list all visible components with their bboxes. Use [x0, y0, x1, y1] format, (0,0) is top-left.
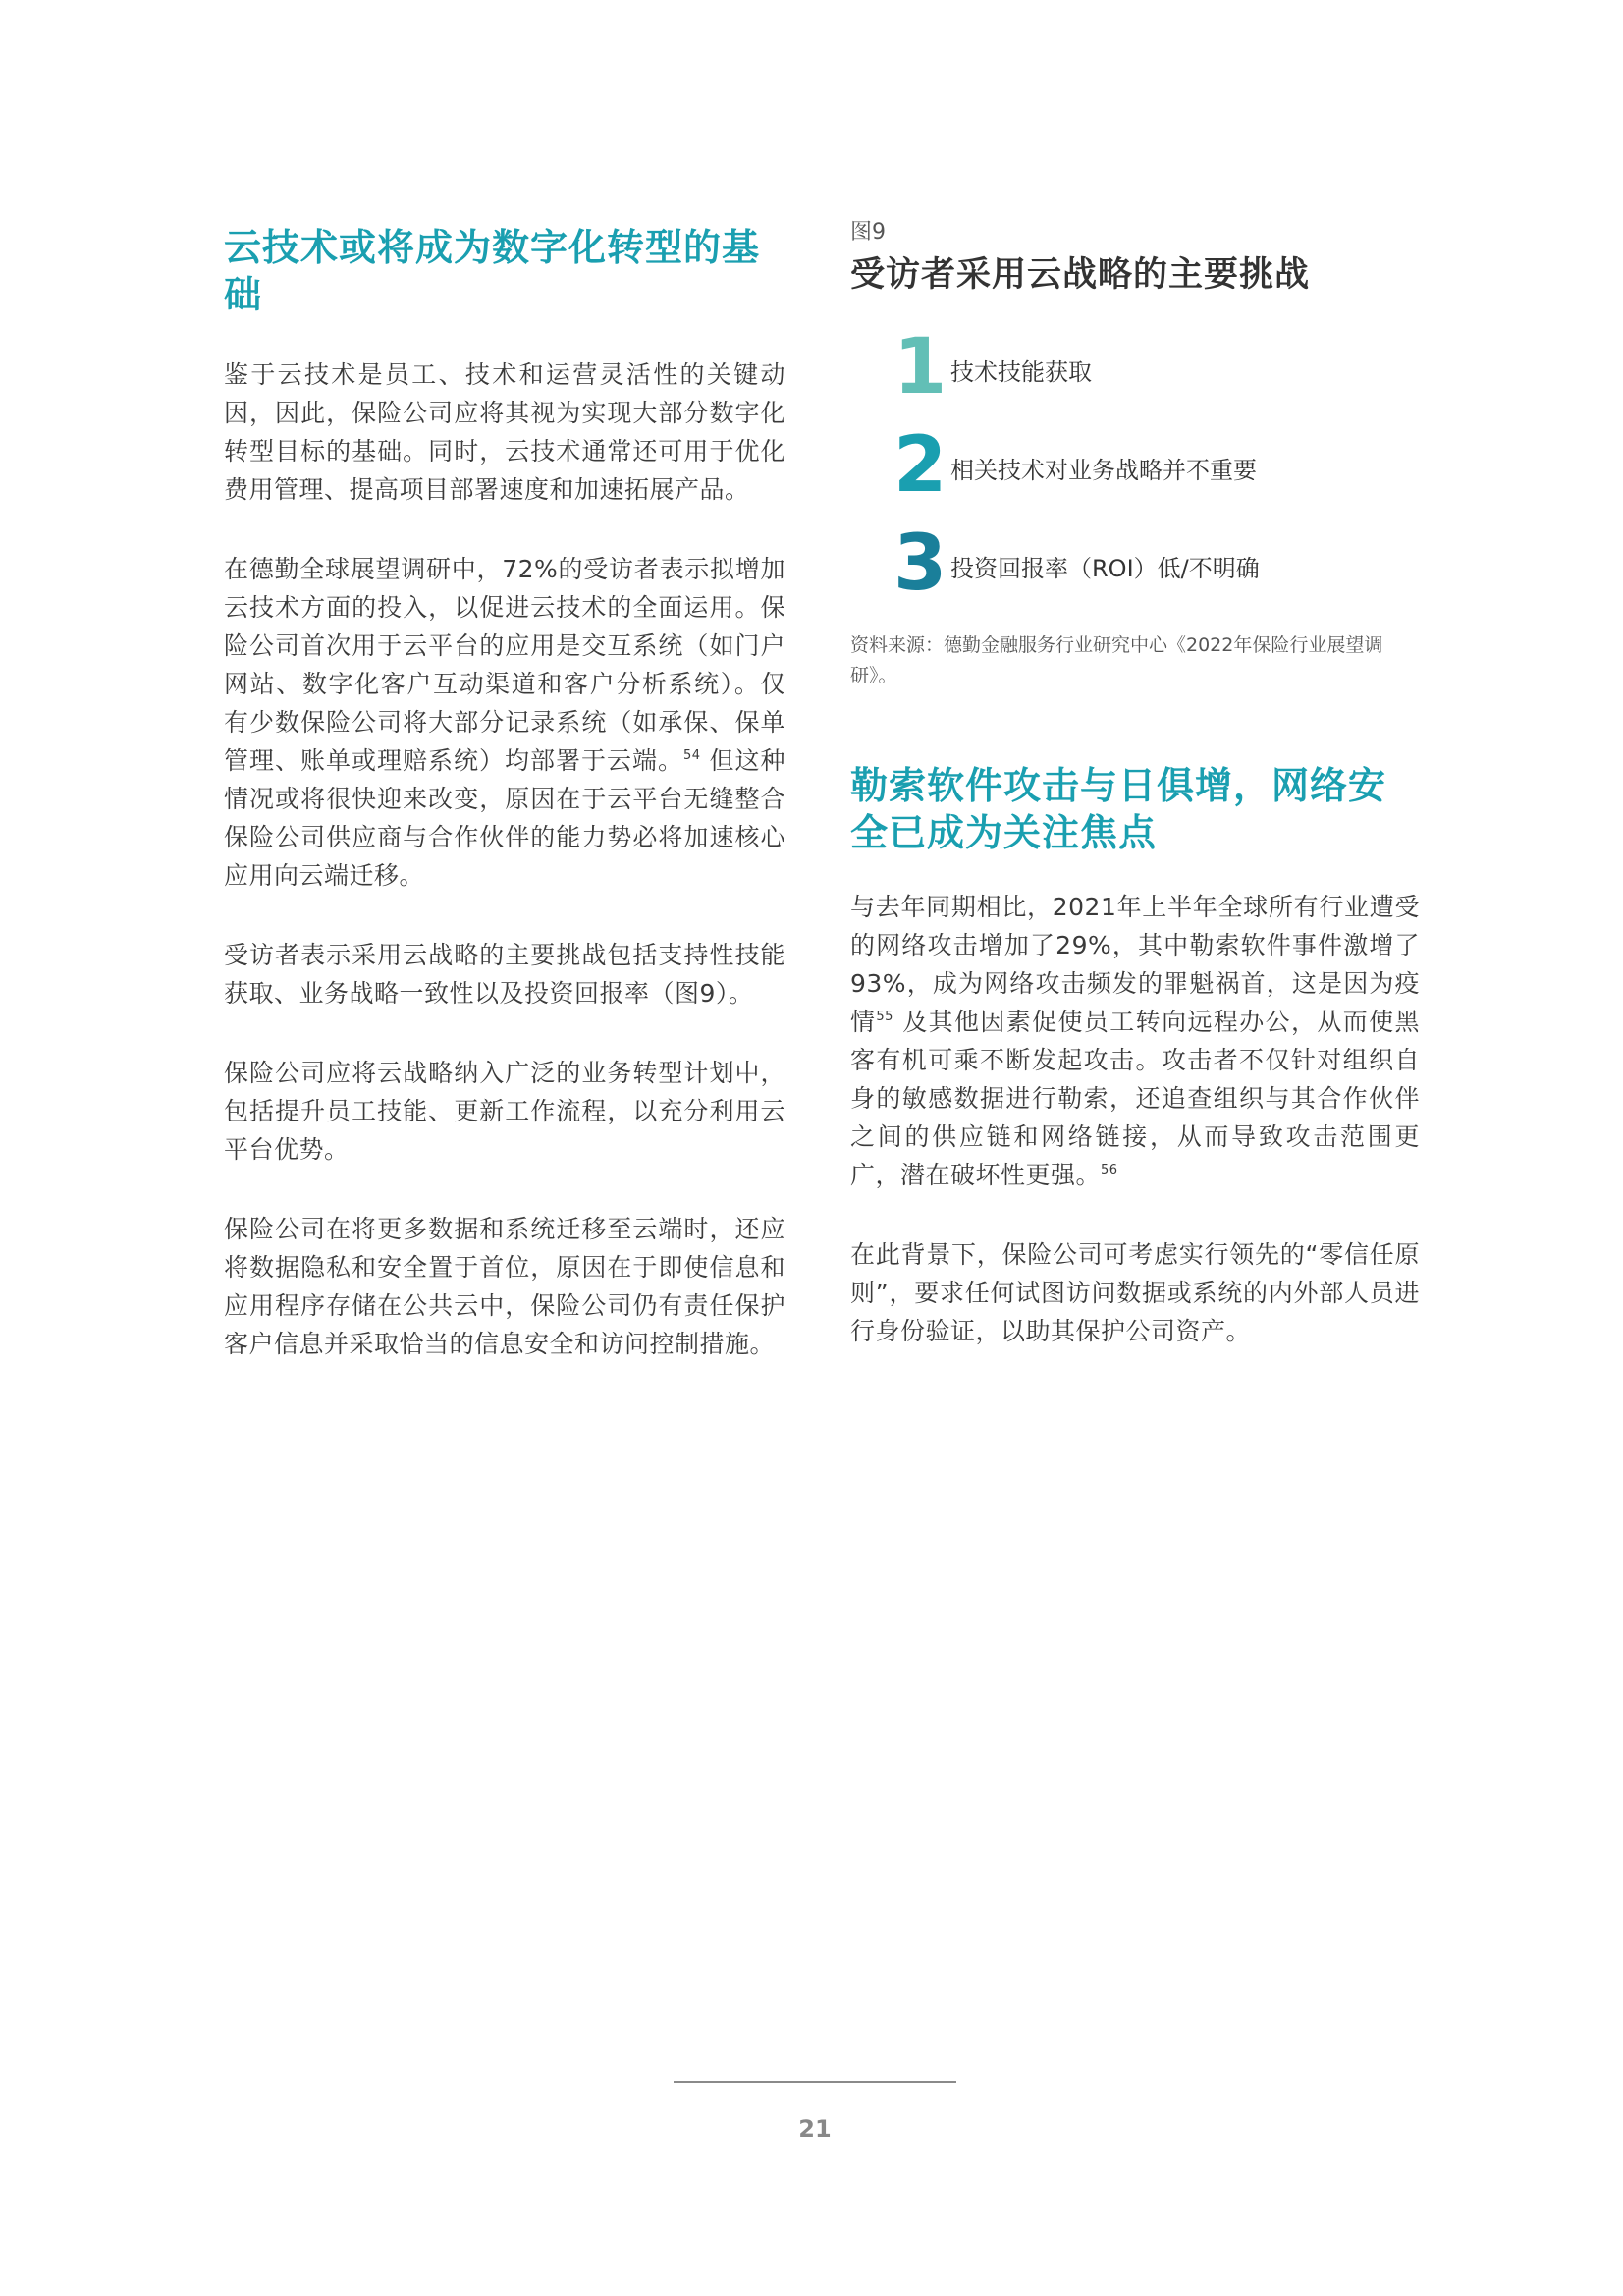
challenge-item [893, 515, 1420, 613]
paragraph: 鉴于云技术是员工、技术和运营灵活性的关键动因，因此，保险公司应将其视为实现大部分数字化转型目标的基础。同时，云技术通常还可用于优化费用管理、提高项目部署速度和加速拓展产品。 [224, 360, 785, 504]
figure-label: 图9 [850, 220, 886, 245]
paragraph: 与去年同期相比，2021年上半年全球所有行业遭受的网络攻击增加了29%，其中勒索软件事件激增了93%，成为网络攻击频发的罪魁祸首，这是因为疫情$^{55}$ 及其他因素促使员工转向远程办公，从而使黑客有机可乘不断发起攻击。攻击者不仅针对组织自身的敏感数据进行勒索，还追查组织与其合作伙伴之间的供应链和网络链接，从而导致攻击范围更广，潜在破坏性更强。$^{56}$ [850, 893, 1420, 1189]
challenge-number: 2 [893, 421, 947, 510]
challenge-label: 相关技术对业务战略并不重要 [950, 456, 1257, 484]
paragraph: 保险公司在将更多数据和系统迁移至云端时，还应将数据隐私和安全置于首位，原因在于即使信息和应用程序存储在公共云中，保险公司仍有责任保护客户信息并采取恰当的信息安全和访问控制措施。 [224, 1215, 785, 1358]
paragraph: 保险公司应将云战略纳入广泛的业务转型计划中，包括提升员工技能、更新工作流程，以充分利用云平台优势。 [224, 1059, 785, 1164]
section-heading-cloud: 云技术或将成为数字化转型的基础 [224, 226, 761, 316]
challenge-label: 技术技能获取 [950, 357, 1092, 386]
figure-9 [850, 220, 1420, 691]
left-column [224, 220, 785, 1404]
footnote-ref: 54 [683, 748, 701, 763]
figure-source: 资料来源：德勤金融服务行业研究中心《2022年保险行业展望调研》。 [850, 634, 1383, 686]
challenge-label: 投资回报率（ROI）低/不明确 [950, 554, 1260, 582]
challenge-item [893, 416, 1420, 515]
challenge-number: 3 [893, 519, 947, 608]
paragraph: 在此背景下，保险公司可考虑实行领先的“零信任原则”，要求任何试图访问数据或系统的内外部人员进行身份验证，以助其保护公司资产。 [850, 1240, 1420, 1345]
challenge-list [893, 318, 1420, 613]
footnote-ref: 55 [876, 1010, 893, 1024]
challenge-item [893, 318, 1420, 416]
section-heading-ransomware: 勒索软件攻击与日俱增，网络安全已成为关注焦点 [850, 764, 1387, 854]
paragraph: 在德勤全球展望调研中，72%的受访者表示拟增加云技术方面的投入，以促进云技术的全面运用。保险公司首次用于云平台的应用是交互系统（如门户网站、数字化客户互动渠道和客户分析系统）。仅有少数保险公司将大部分记录系统（如承保、保单管理、账单或理赔系统）均部署于云端。$^{54}$ 但这种情况或将很快迎来改变，原因在于云平台无缝整合保险公司供应商与合作伙伴的能力势必将加速核心应用向云端迁移。 [224, 555, 785, 890]
right-column [850, 220, 1420, 1392]
paragraph: 受访者表示采用云战略的主要挑战包括支持性技能获取、业务战略一致性以及投资回报率（图9）。 [224, 941, 785, 1008]
footer-divider [674, 2081, 956, 2083]
figure-title: 受访者采用云战略的主要挑战 [850, 255, 1311, 295]
footnote-ref: 56 [1101, 1163, 1118, 1177]
challenge-number: 1 [893, 323, 947, 411]
page-number: 21 [798, 2115, 832, 2143]
